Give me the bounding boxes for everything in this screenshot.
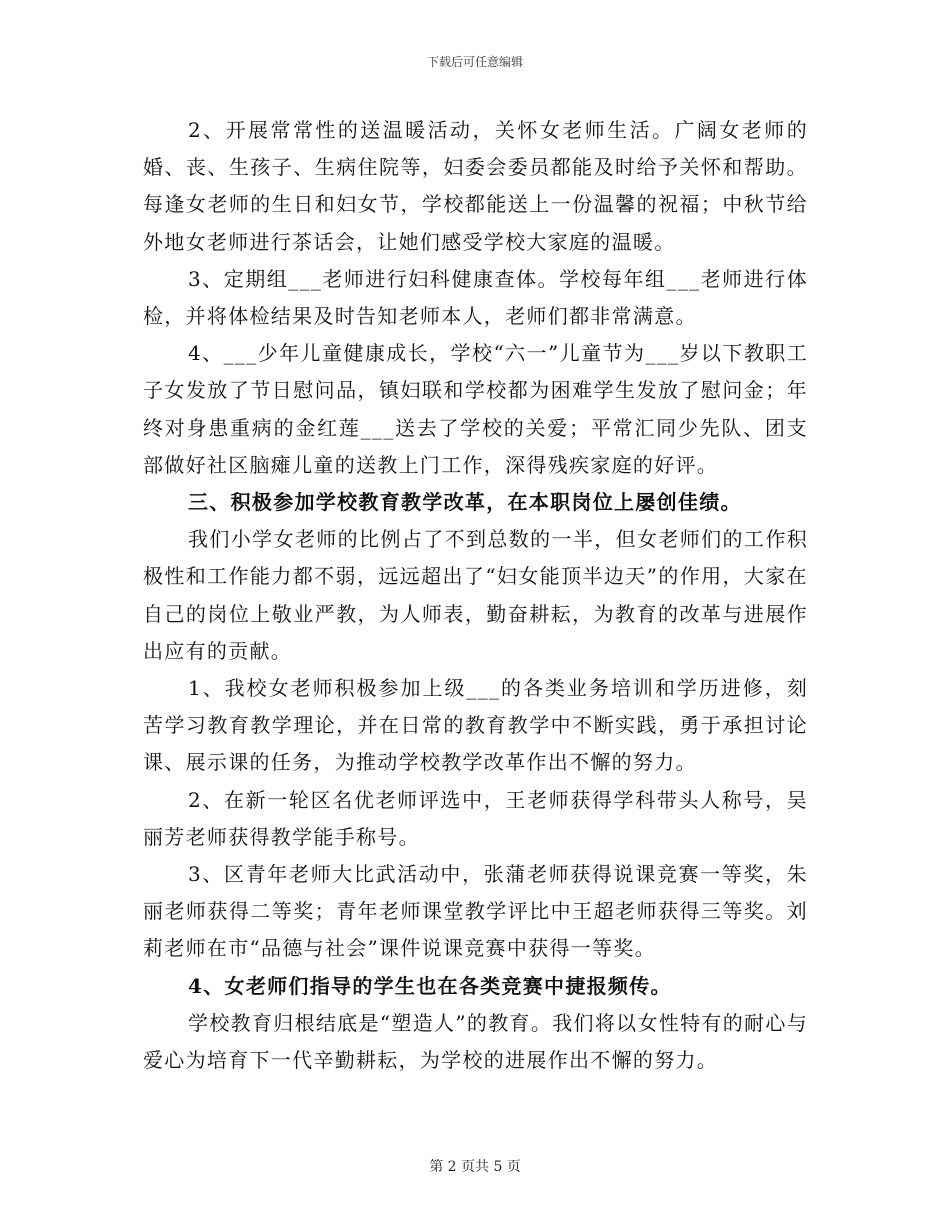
paragraph-conclusion: 学校教育归根结底是“塑造人”的教育。我们将以女性特有的耐心与爱心为培育下一代辛勤耕耘，为学校的进展作出不懈的努力。 — [143, 1010, 808, 1073]
section-heading-student-success: 4、女老师们指导的学生也在各类竞赛中捷报频传。 — [188, 973, 672, 998]
page-header: 下载后可任意编辑 — [426, 55, 523, 69]
paragraph-health-checkup: 3、定期组___老师进行妇科健康查体。学校每年组___老师进行体检，并将体检结果及时告知老师本人，老师们都非常满意。 — [143, 266, 808, 329]
section-heading-teaching-reform: 三、积极参加学校教育教学改革，在本职岗位上屡创佳绩。 — [188, 490, 742, 515]
paragraph-teacher-ratio: 我们小学女老师的比例占了不到总数的一半，但女老师们的工作积极性和工作能力都不弱，远远超出了“妇女能顶半边天”的作用，大家在自己的岗位上敬业严教，为人师表，勤奋耕耘，为教育的改革与进展作出应有的贡献。 — [143, 527, 808, 663]
page-footer: 第 2 页共 5 页 — [429, 1159, 521, 1175]
paragraph-training: 1、我校女老师积极参加上级___的各类业务培训和学历进修，刻苦学习教育教学理论，并在日常的教育教学中不断实践，勇于承担讨论课、展示课的任务，为推动学校教学改革作出不懈的努力。 — [143, 676, 808, 775]
paragraph-competition-awards: 3、区青年老师大比武活动中，张蒲老师获得说课竞赛一等奖，朱丽老师获得二等奖；青年老师课堂教学评比中王超老师获得三等奖。刘莉老师在市“品德与社会”课件说课竞赛中获得一等奖。 — [143, 862, 808, 961]
paragraph-excellent-teachers: 2、在新一轮区名优老师评选中，王老师获得学科带头人称号，吴丽芳老师获得教学能手称号。 — [143, 787, 808, 849]
paragraph-care-activities: 2、开展常常性的送温暖活动，关怀女老师生活。广阔女老师的婚、丧、生孩子、生病住院等，妇委会委员都能及时给予关怀和帮助。每逢女老师的生日和妇女节，学校都能送上一份温馨的祝福；中秋节给外地女老师进行茶话会，让她们感受学校大家庭的温暖。 — [143, 118, 808, 254]
document-body — [143, 112, 808, 1079]
paragraph-children-growth: 4、___少年儿童健康成长，学校“六一”儿童节为___岁以下教职工子女发放了节日慰问品，镇妇联和学校都为困难学生发放了慰问金；年终对身患重病的金红莲___送去了学校的关爱；平常汇同少先队、团支部做好社区脑瘫儿童的送教上门工作，深得残疾家庭的好评。 — [143, 341, 808, 477]
